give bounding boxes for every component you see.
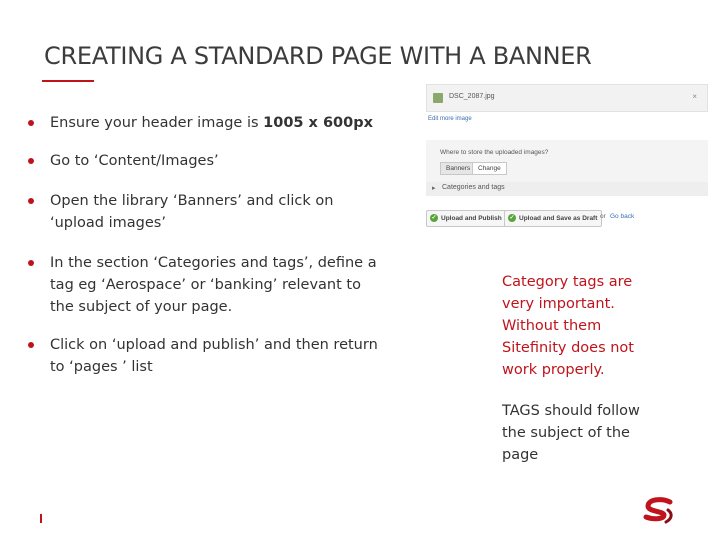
chevron-right-icon: ▸ xyxy=(432,185,436,192)
upload-and-save-draft-button[interactable] xyxy=(504,210,602,227)
bullet-dot-icon xyxy=(28,198,34,204)
or-text: or xyxy=(600,213,606,220)
title-underline xyxy=(42,80,94,82)
image-file-icon xyxy=(433,93,443,103)
bullet-dot-icon xyxy=(28,158,34,164)
check-icon: ✓ xyxy=(509,215,515,221)
list-item xyxy=(28,334,378,378)
list-item xyxy=(28,150,378,172)
check-icon: ✓ xyxy=(431,215,437,221)
upload-draft-label: Upload and Save as Draft xyxy=(519,215,598,222)
change-library-button[interactable]: Change xyxy=(472,162,507,175)
image-size-value: 1005 x 600px xyxy=(263,115,373,131)
categories-and-tags-section[interactable] xyxy=(426,182,708,196)
bullet-dot-icon xyxy=(28,120,34,126)
upload-publish-label: Upload and Publish xyxy=(441,215,502,222)
close-icon[interactable]: × xyxy=(692,92,697,101)
tags-follow-note: TAGS should follow the subject of the page xyxy=(502,403,640,463)
go-back-link[interactable]: Go back xyxy=(610,213,635,220)
bullet-text: Go to ‘Content/Images’ xyxy=(50,153,219,169)
upload-dialog-screenshot xyxy=(424,82,710,232)
bullet-text: In the section ‘Categories and tags’, define a tag eg ‘Aerospace’ or ‘banking’ relevant to the subject of your page. xyxy=(50,255,377,315)
bullet-dot-icon xyxy=(28,260,34,266)
file-name: DSC_2087.jpg xyxy=(449,93,495,100)
list-item xyxy=(28,190,358,234)
uploaded-file-row xyxy=(426,84,708,112)
list-item xyxy=(28,252,378,318)
upload-and-publish-button[interactable] xyxy=(426,210,507,227)
bullet-text: Ensure your header image is xyxy=(50,115,264,131)
page-marker xyxy=(40,514,42,523)
edit-image-link[interactable]: Edit more image xyxy=(428,116,472,122)
library-banners-option[interactable]: Banners xyxy=(440,162,476,175)
categories-label: Categories and tags xyxy=(442,184,505,191)
bullet-dot-icon xyxy=(28,342,34,348)
store-location-label: Where to store the uploaded images? xyxy=(440,149,549,156)
company-logo-icon xyxy=(640,496,680,526)
slide-title: CREATING A STANDARD PAGE WITH A BANNER xyxy=(44,42,592,70)
store-location-section xyxy=(426,140,708,182)
category-tags-note: Category tags are very important. Without them Sitefinity does not work properly. xyxy=(502,274,634,378)
bullet-text: Click on ‘upload and publish’ and then return to ‘pages ’ list xyxy=(50,337,378,375)
list-item xyxy=(28,112,378,134)
bullet-text: Open the library ‘Banners’ and click on ‘upload images’ xyxy=(50,193,334,231)
